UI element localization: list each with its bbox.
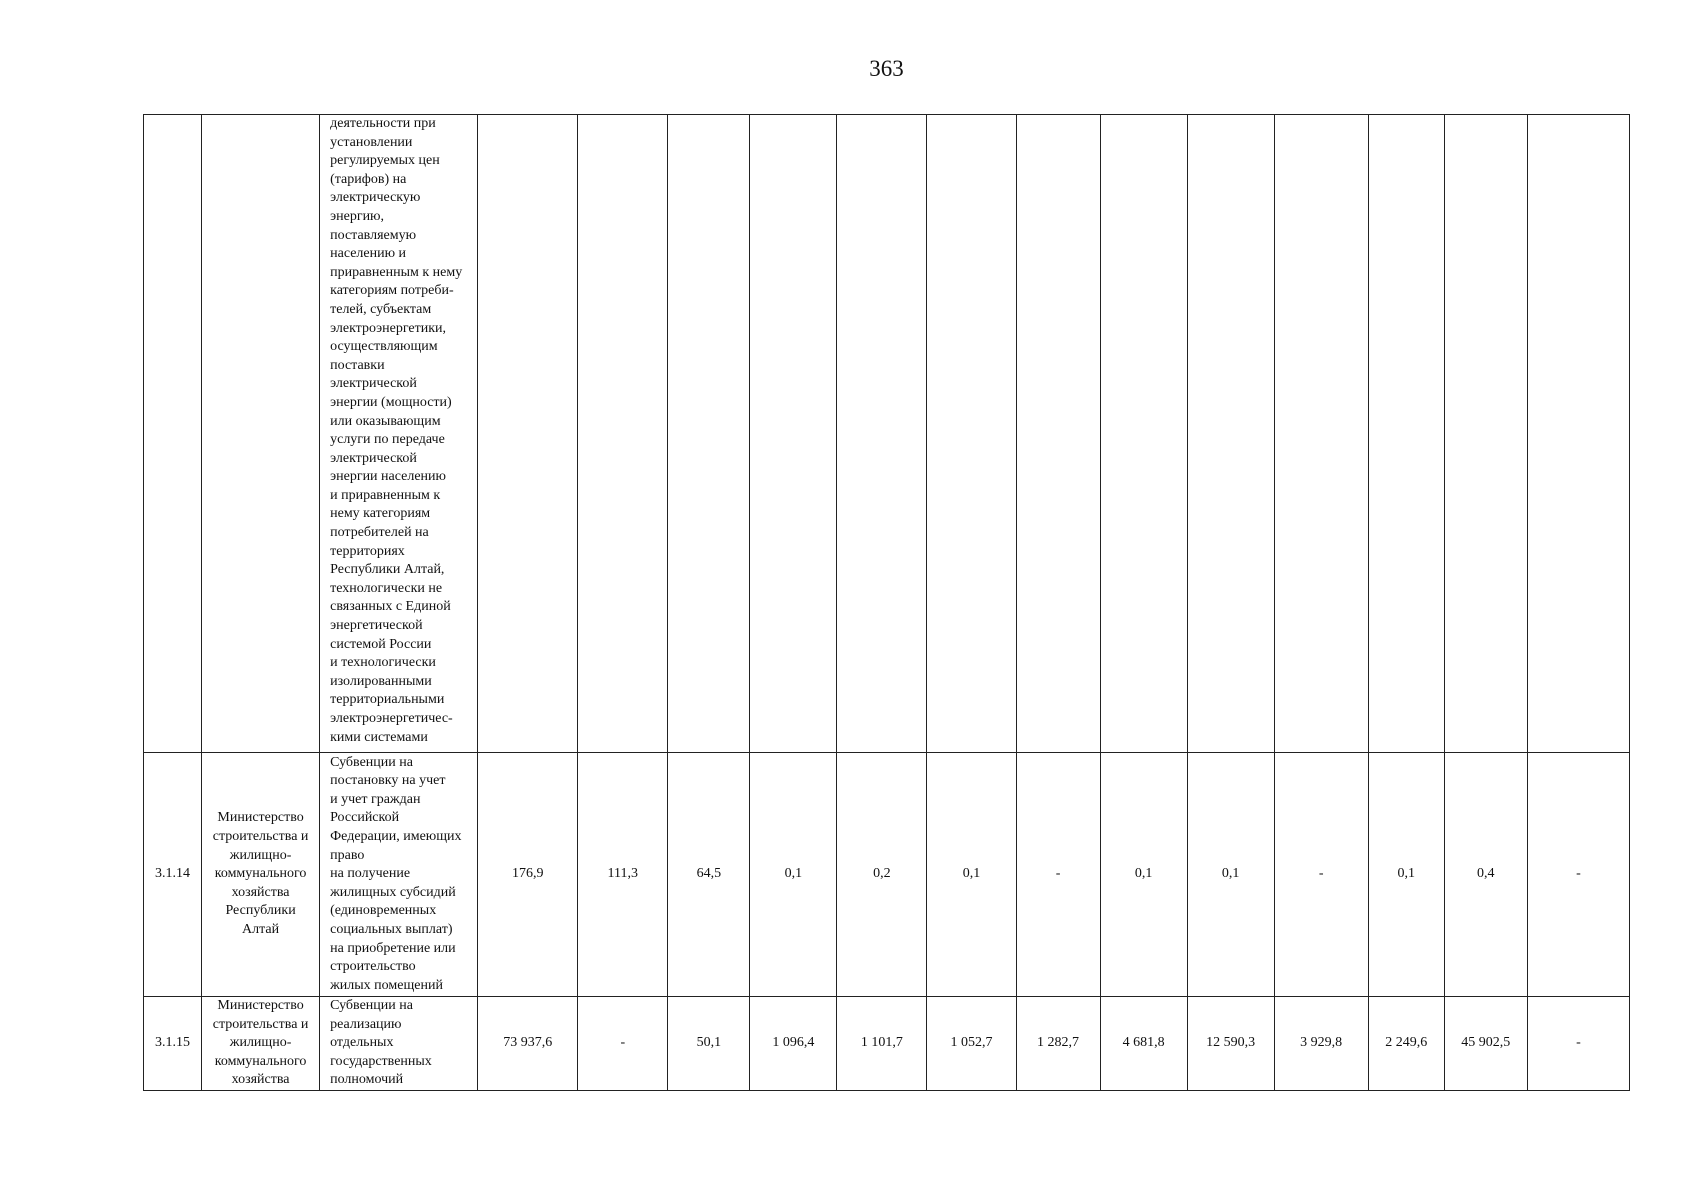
value-cell: 176,9 <box>478 753 578 997</box>
row-organization: Министерство строительства и жилищно- коммунального хозяйства Республики Алтай <box>202 753 320 997</box>
value-cell <box>478 115 578 753</box>
value-cell <box>1016 115 1100 753</box>
value-cell: 111,3 <box>578 753 668 997</box>
value-cell: 1 101,7 <box>837 997 927 1091</box>
value-cell: - <box>1527 997 1629 1091</box>
value-cell: 12 590,3 <box>1187 997 1274 1091</box>
value-cell: 1 096,4 <box>750 997 837 1091</box>
row-description: деятельности при установлении регулируемых цен (тарифов) на электрическую энергию, поставляемую населению и приравненным к нему категориям потреби- телей, субъектам электроэнергетики, осуществляющим поставки электрической энергии (мощности) или оказывающим услуги по передаче электрической энергии населению и приравненным к нему категориям потребителей на территориях Республики Алтай, технологически не связанных с Единой энергетической системой России и технологически изолированными территориальными электроэнергетичес- кими системами <box>320 115 478 753</box>
value-cell <box>1274 115 1368 753</box>
table-row <box>144 997 1630 1091</box>
value-cell: 0,1 <box>927 753 1016 997</box>
value-cell: - <box>1274 753 1368 997</box>
value-cell: 45 902,5 <box>1444 997 1527 1091</box>
value-cell: 0,4 <box>1444 753 1527 997</box>
value-cell: 3 929,8 <box>1274 997 1368 1091</box>
value-cell <box>668 115 750 753</box>
value-cell: 73 937,6 <box>478 997 578 1091</box>
value-cell: 64,5 <box>668 753 750 997</box>
value-cell: 50,1 <box>668 997 750 1091</box>
table-row <box>144 753 1630 997</box>
value-cell: 0,1 <box>750 753 837 997</box>
value-cell <box>1100 115 1187 753</box>
value-cell <box>578 115 668 753</box>
value-cell: 0,1 <box>1187 753 1274 997</box>
row-code: 3.1.14 <box>144 753 202 997</box>
row-organization: Министерство строительства и жилищно- коммунального хозяйства <box>202 997 320 1091</box>
value-cell: 2 249,6 <box>1368 997 1444 1091</box>
value-cell: - <box>578 997 668 1091</box>
value-cell: 1 052,7 <box>927 997 1016 1091</box>
page-number: 363 <box>869 56 904 81</box>
table-row <box>144 115 1630 753</box>
row-organization <box>202 115 320 753</box>
value-cell: 0,1 <box>1100 753 1187 997</box>
value-cell: 4 681,8 <box>1100 997 1187 1091</box>
budget-table <box>143 114 1630 1091</box>
value-cell <box>1368 115 1444 753</box>
value-cell: 0,2 <box>837 753 927 997</box>
value-cell: 0,1 <box>1368 753 1444 997</box>
value-cell: - <box>1527 753 1629 997</box>
value-cell <box>1527 115 1629 753</box>
row-code: 3.1.15 <box>144 997 202 1091</box>
value-cell <box>1444 115 1527 753</box>
value-cell: 1 282,7 <box>1016 997 1100 1091</box>
value-cell: - <box>1016 753 1100 997</box>
row-code <box>144 115 202 753</box>
value-cell <box>1187 115 1274 753</box>
value-cell <box>927 115 1016 753</box>
row-description: Субвенции на постановку на учет и учет граждан Российской Федерации, имеющих право на получение жилищных субсидий (единовременных социальных выплат) на приобретение или строительство жилых помещений <box>320 753 478 997</box>
value-cell <box>837 115 927 753</box>
row-description: Субвенции на реализацию отдельных государственных полномочий <box>320 997 478 1091</box>
value-cell <box>750 115 837 753</box>
